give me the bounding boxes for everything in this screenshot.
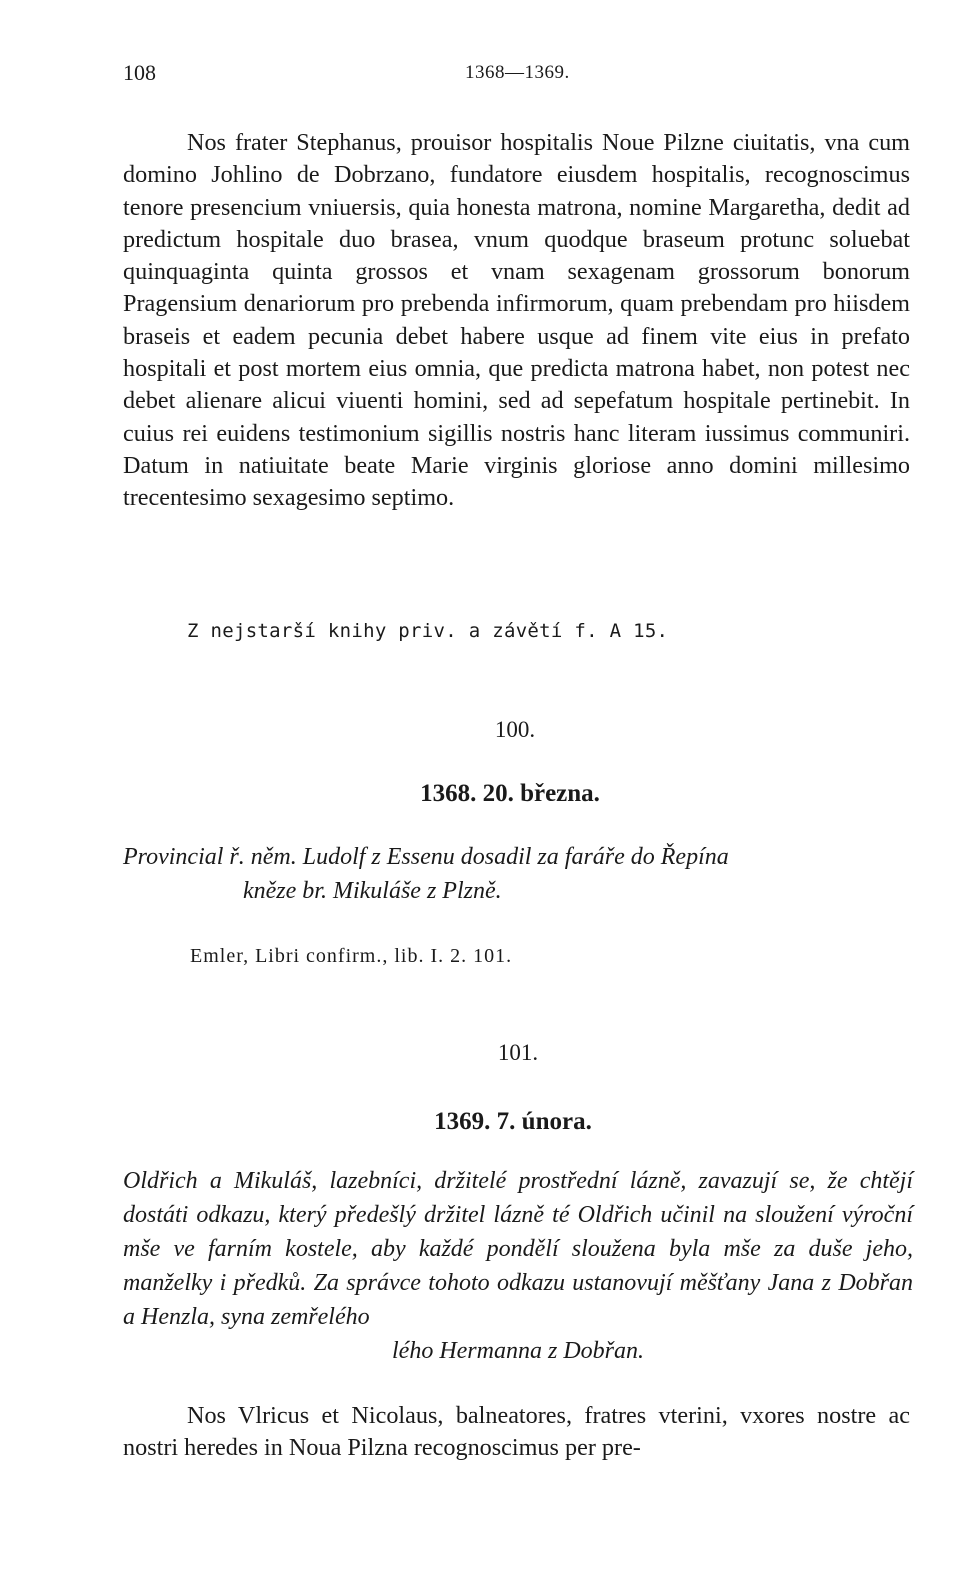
page-header: [123, 60, 908, 90]
document-101-latin-text: [123, 1400, 910, 1465]
document-100-regest-line1: Provincial ř. něm. Ludolf z Essenu dosadil za faráře do Řepína: [123, 844, 729, 870]
document-100-regest-line2: kněze br. Mikuláše z Plzně.: [243, 878, 502, 904]
document-101-regest-last: lého Hermanna z Dobřan.: [392, 1338, 644, 1364]
document-100-regest: [123, 840, 913, 908]
document-101-regest: [123, 1164, 913, 1368]
document-100-date: 1368. 20. března.: [420, 780, 600, 807]
document-99-latin-text: [123, 127, 910, 515]
document-99-text: Nos frater Stephanus, prouisor hospitalis Noue Pilzne ciuitatis, vna cum domino Johlino de Dobrzano, fundatore eiusdem hospitalis, recognoscimus tenore presencium vniuersis, quia honesta matrona, nomine Margaretha, dedit ad predictum hospitale duo brasea, vnum quodque braseum protunc soluebat quinquaginta quinta grossos et vnam sexagenam grossorum bonorum Pragensium denariorum pro prebenda infirmorum, quam prebendam pro hiisdem braseis et eadem pecunia debet habere usque ad finem vite eius in prefato hospitali et post mortem eius omnia, que predicta matrona habet, non potest nec debet alienare alicui viuenti homini, sed ad sepefatum hospitale pertinebit. In cuius rei euidens testimonium sigillis nostris hanc literam iussimus communiri. Datum in natiuitate beate Marie virginis gloriose anno domini millesimo trecentesimo sexagesimo septimo.: [123, 129, 910, 512]
document-100-source: Emler, Libri confirm., lib. I. 2. 101.: [190, 945, 513, 967]
document-99-source: Z nejstarší knihy priv. a závětí f. A 15.: [187, 620, 669, 642]
document-100-number: 100.: [494, 717, 536, 742]
running-title-years: 1368—1369.: [465, 62, 570, 83]
document-101-date: 1369. 7. února.: [434, 1108, 592, 1135]
document-101-number: 101.: [497, 1040, 539, 1065]
document-101-text: Nos Vlricus et Nicolaus, balneatores, fratres vterini, vxores nostre ac nostri heredes in Noua Pilzna recognoscimus per pre-: [123, 1402, 910, 1462]
document-101-regest-main: Oldřich a Mikuláš, lazebníci, držitelé prostřední lázně, zavazují se, že chtějí dostáti odkazu, který předešlý držitel lázně té Oldřich učinil na sloužení výroční mše ve farním kostele, aby každé pondělí sloužena byla mše za duše jeho, manželky i předků. Za správce tohoto odkazu ustanovují měšťany Jana z Dobřan a Henzla, syna zemřelého: [123, 1168, 913, 1330]
page-number: 108: [123, 60, 156, 85]
